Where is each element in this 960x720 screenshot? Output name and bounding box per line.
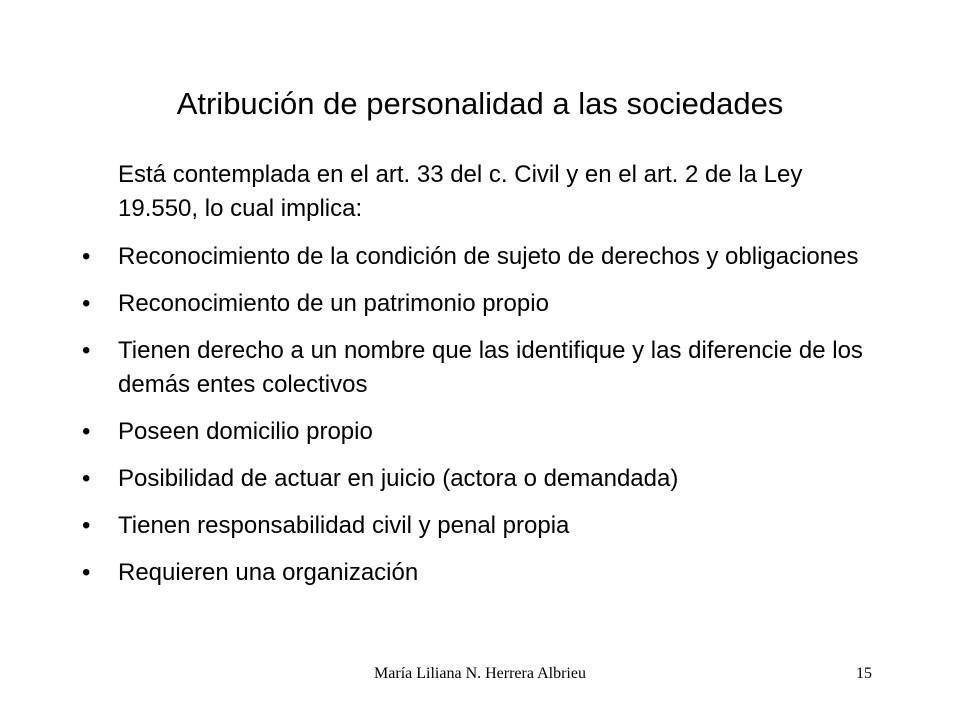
bullet-text: Tienen derecho a un nombre que las identifique y las diferencie de los demás entes colectivos <box>118 337 863 398</box>
bullet-item <box>80 462 880 496</box>
bullet-text: Reconocimiento de un patrimonio propio <box>118 290 549 317</box>
bullet-icon: • <box>82 512 91 539</box>
intro-paragraph: Está contemplada en el art. 33 del c. Civil y en el art. 2 de la Ley 19.550, lo cual implica: <box>118 161 803 222</box>
bullet-icon: • <box>82 337 91 364</box>
bullet-icon: • <box>82 290 91 317</box>
bullet-text: Posibilidad de actuar en juicio (actora o demandada) <box>118 465 679 492</box>
bullet-icon: • <box>82 243 91 270</box>
bullet-list <box>80 240 880 603</box>
bullet-item <box>80 415 880 449</box>
bullet-item <box>80 240 880 274</box>
slide-title: Atribución de personalidad a las sociedades <box>176 86 784 121</box>
bullet-item <box>80 556 880 590</box>
bullet-item <box>80 287 880 321</box>
bullet-text: Reconocimiento de la condición de sujeto de derechos y obligaciones <box>118 243 859 270</box>
bullet-item <box>80 334 880 402</box>
footer-author: María Liliana N. Herrera Albrieu <box>374 665 586 682</box>
bullet-icon: • <box>82 418 91 445</box>
bullet-text: Poseen domicilio propio <box>118 418 373 445</box>
bullet-icon: • <box>82 559 91 586</box>
bullet-icon: • <box>82 465 91 492</box>
page-number: 15 <box>856 665 872 682</box>
bullet-text: Tienen responsabilidad civil y penal propia <box>118 512 570 539</box>
bullet-text: Requieren una organización <box>118 559 419 586</box>
bullet-item <box>80 509 880 543</box>
